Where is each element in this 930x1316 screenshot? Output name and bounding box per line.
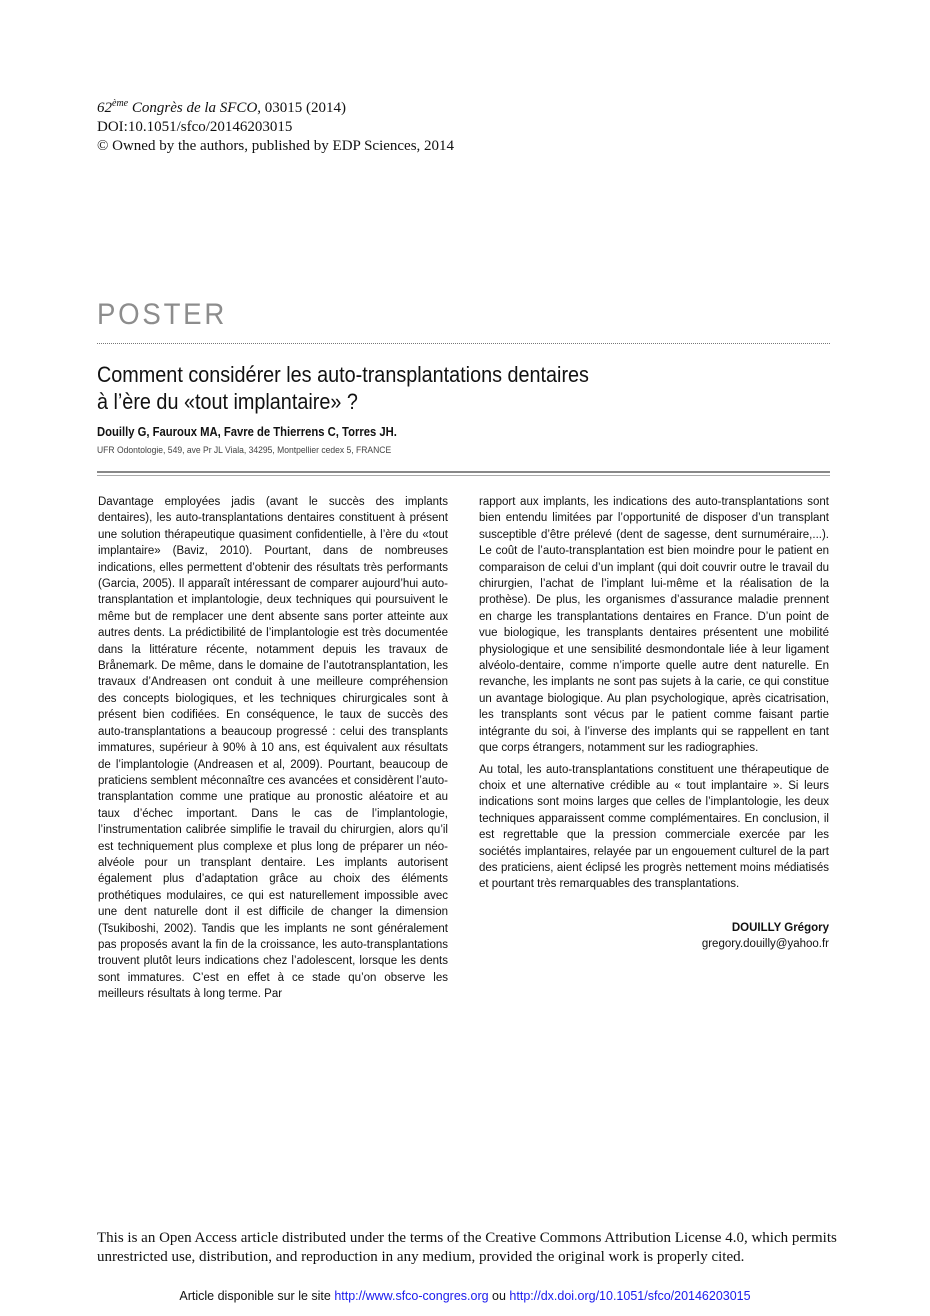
dotted-divider [97, 343, 830, 344]
signature-name: DOUILLY Grégory [731, 922, 829, 934]
body-column-right [479, 494, 829, 898]
signature-email[interactable]: gregory.douilly@yahoo.fr [701, 938, 829, 950]
availability-line [0, 1289, 930, 1303]
license-notice: This is an Open Access article distributed under the terms of the Creative Commons Attribution License 4.0, which permits unrestricted use, distribution, and reproduction in any medium, provided the original work is properly cited. [97, 1230, 837, 1265]
body-paragraph: rapport aux implants, les indications des auto-transplantations sont bien entendu limitées par l’opportunité de disposer d’un transplant susceptible d’être prélevé (dent de sagesse, dent surnuméraire,...). Le coût de l’auto-transplantation est bien moindre pour le patient en comparaison de celui d’un implant (qui doit couvrir outre le travail du chirurgien, l’achat de l’implant lui-même et la réalisation de la prothèse). De plus, les organismes d’assurance maladie prennent en charge les transplantations dentaires en France. D’un point de vue biologique, les transplants dentaires présentent une mobilité physiologique et une sensibilité desmondontale liée à leur ligament alvéolo-dentaire, comme n’importe quelle autre dent naturelle. En revanche, les implants ne sont pas sujets à la carie, ce qui constitue un avantage biologique. Au plan psychologique, après cicatrisation, les transplants sont vécus par le patient comme faisant partie intégrante du soi, à l’inverse des implants qui se rappellent en tant que corps étrangers, notamment sur les radiographies. [479, 496, 829, 755]
sfco-site-link[interactable]: http://www.sfco-congres.org [334, 1289, 489, 1303]
edition-number: 62 [97, 100, 112, 116]
availability-middle: ou [488, 1289, 510, 1303]
author-list: Douilly G, Fauroux MA, Favre de Thierrens C, Torres JH. [97, 425, 397, 439]
poster-label: POSTER [97, 298, 228, 331]
affiliation: UFR Odontologie, 549, ave Pr JL Viala, 34295, Montpellier cedex 5, FRANCE [97, 445, 392, 456]
double-divider-bottom [97, 475, 830, 476]
body-paragraph: Au total, les auto-transplantations constituent une thérapeutique de choix et une alternative crédible au « tout implantaire ». Si leurs indications sont moins larges que celles de l’implantologie, les deux techniques apparaissent comme complémentaires. En conclusion, il est regrettable que la pression commerciale exercée par les sociétés implantaires, relayée par un engouement culturel de la part des praticiens, aient éclipsé les progrès nettement moins médiatisés et pourtant très remarquables des transplantations. [479, 763, 829, 891]
edition-superscript: ème [112, 98, 129, 109]
double-divider-top [97, 471, 830, 473]
congress-name: Congrès de la SFCO [128, 100, 258, 116]
body-column-left [98, 494, 448, 1008]
title-line-2: à l’ère du «tout implantaire» ? [97, 389, 358, 414]
availability-prefix: Article disponible sur le site [179, 1289, 335, 1303]
article-reference: , 03015 (2014) [257, 100, 347, 116]
author-signature [600, 920, 829, 952]
article-title [97, 361, 745, 415]
doi-link[interactable]: http://dx.doi.org/10.1051/sfco/20146203015 [509, 1289, 751, 1303]
doi-line: DOI:10.1051/sfco/20146203015 [97, 119, 293, 135]
title-line-1: Comment considérer les auto-transplantations dentaires [97, 362, 589, 387]
copyright-line: © Owned by the authors, published by EDP Sciences, 2014 [97, 138, 455, 154]
publication-header [97, 99, 797, 156]
body-paragraph: Davantage employées jadis (avant le succès des implants dentaires), les auto-transplantations dentaires constituent à présent une solution thérapeutique quasiment confidentielle, à l’ère du «tout implantaire» (Baviz, 2010). Pourtant, dans de nombreuses indications, elles permettent d’obtenir des résultats très performants (Garcia, 2005). Il apparaît intéressant de comparer aujourd’hui auto-transplantation et implantologie, deux techniques qui poursuivent le même but de remplacer une dent absente sans porter atteinte aux autres dents. La prédictibilité de l’implantologie est très documentée dans la littérature récente, notamment depuis les travaux de Brånemark. De même, dans le domaine de l’autotransplantation, les travaux d’Andreasen ont conduit à une meilleure compréhension des concepts biologiques, et les techniques chirurgicales sont à présent bien codifiées. En conséquence, le taux de succès des auto-transplantations a beaucoup progressé : celui des transplants immatures, supérieur à 90% à 10 ans, est équivalent aux résultats de l’implantologie (Andreasen et al, 2009). Pourtant, beaucoup de praticiens semblent méconnaître ces avancées et considèrent l’auto-transplantation comme une pratique au pronostic aléatoire et au taux d’échec important. Dans le cas de l’implantologie, l’instrumentation calibrée simplifie le travail du chirurgien, alors qu’il est techniquement plus complexe et plus long de préparer un néo-alvéole pour un transplant dentaire. Les implants autorisent également plus d’adaptation grâce au choix des éléments prothétiques modulaires, ce qui est naturellement impossible avec une dent naturelle dont il est difficile de changer la dimension (Tsukiboshi, 2002). Tandis que les implants ne sont généralement pas proposés avant la fin de la croissance, les auto-transplantations trouvent plutôt leurs indications chez l’adolescent, lorsque les dents sont immatures. C’est en effet à ce stade qu’on observe les meilleurs résultats à long terme. Par [98, 496, 448, 1001]
congress-reference [97, 99, 797, 118]
